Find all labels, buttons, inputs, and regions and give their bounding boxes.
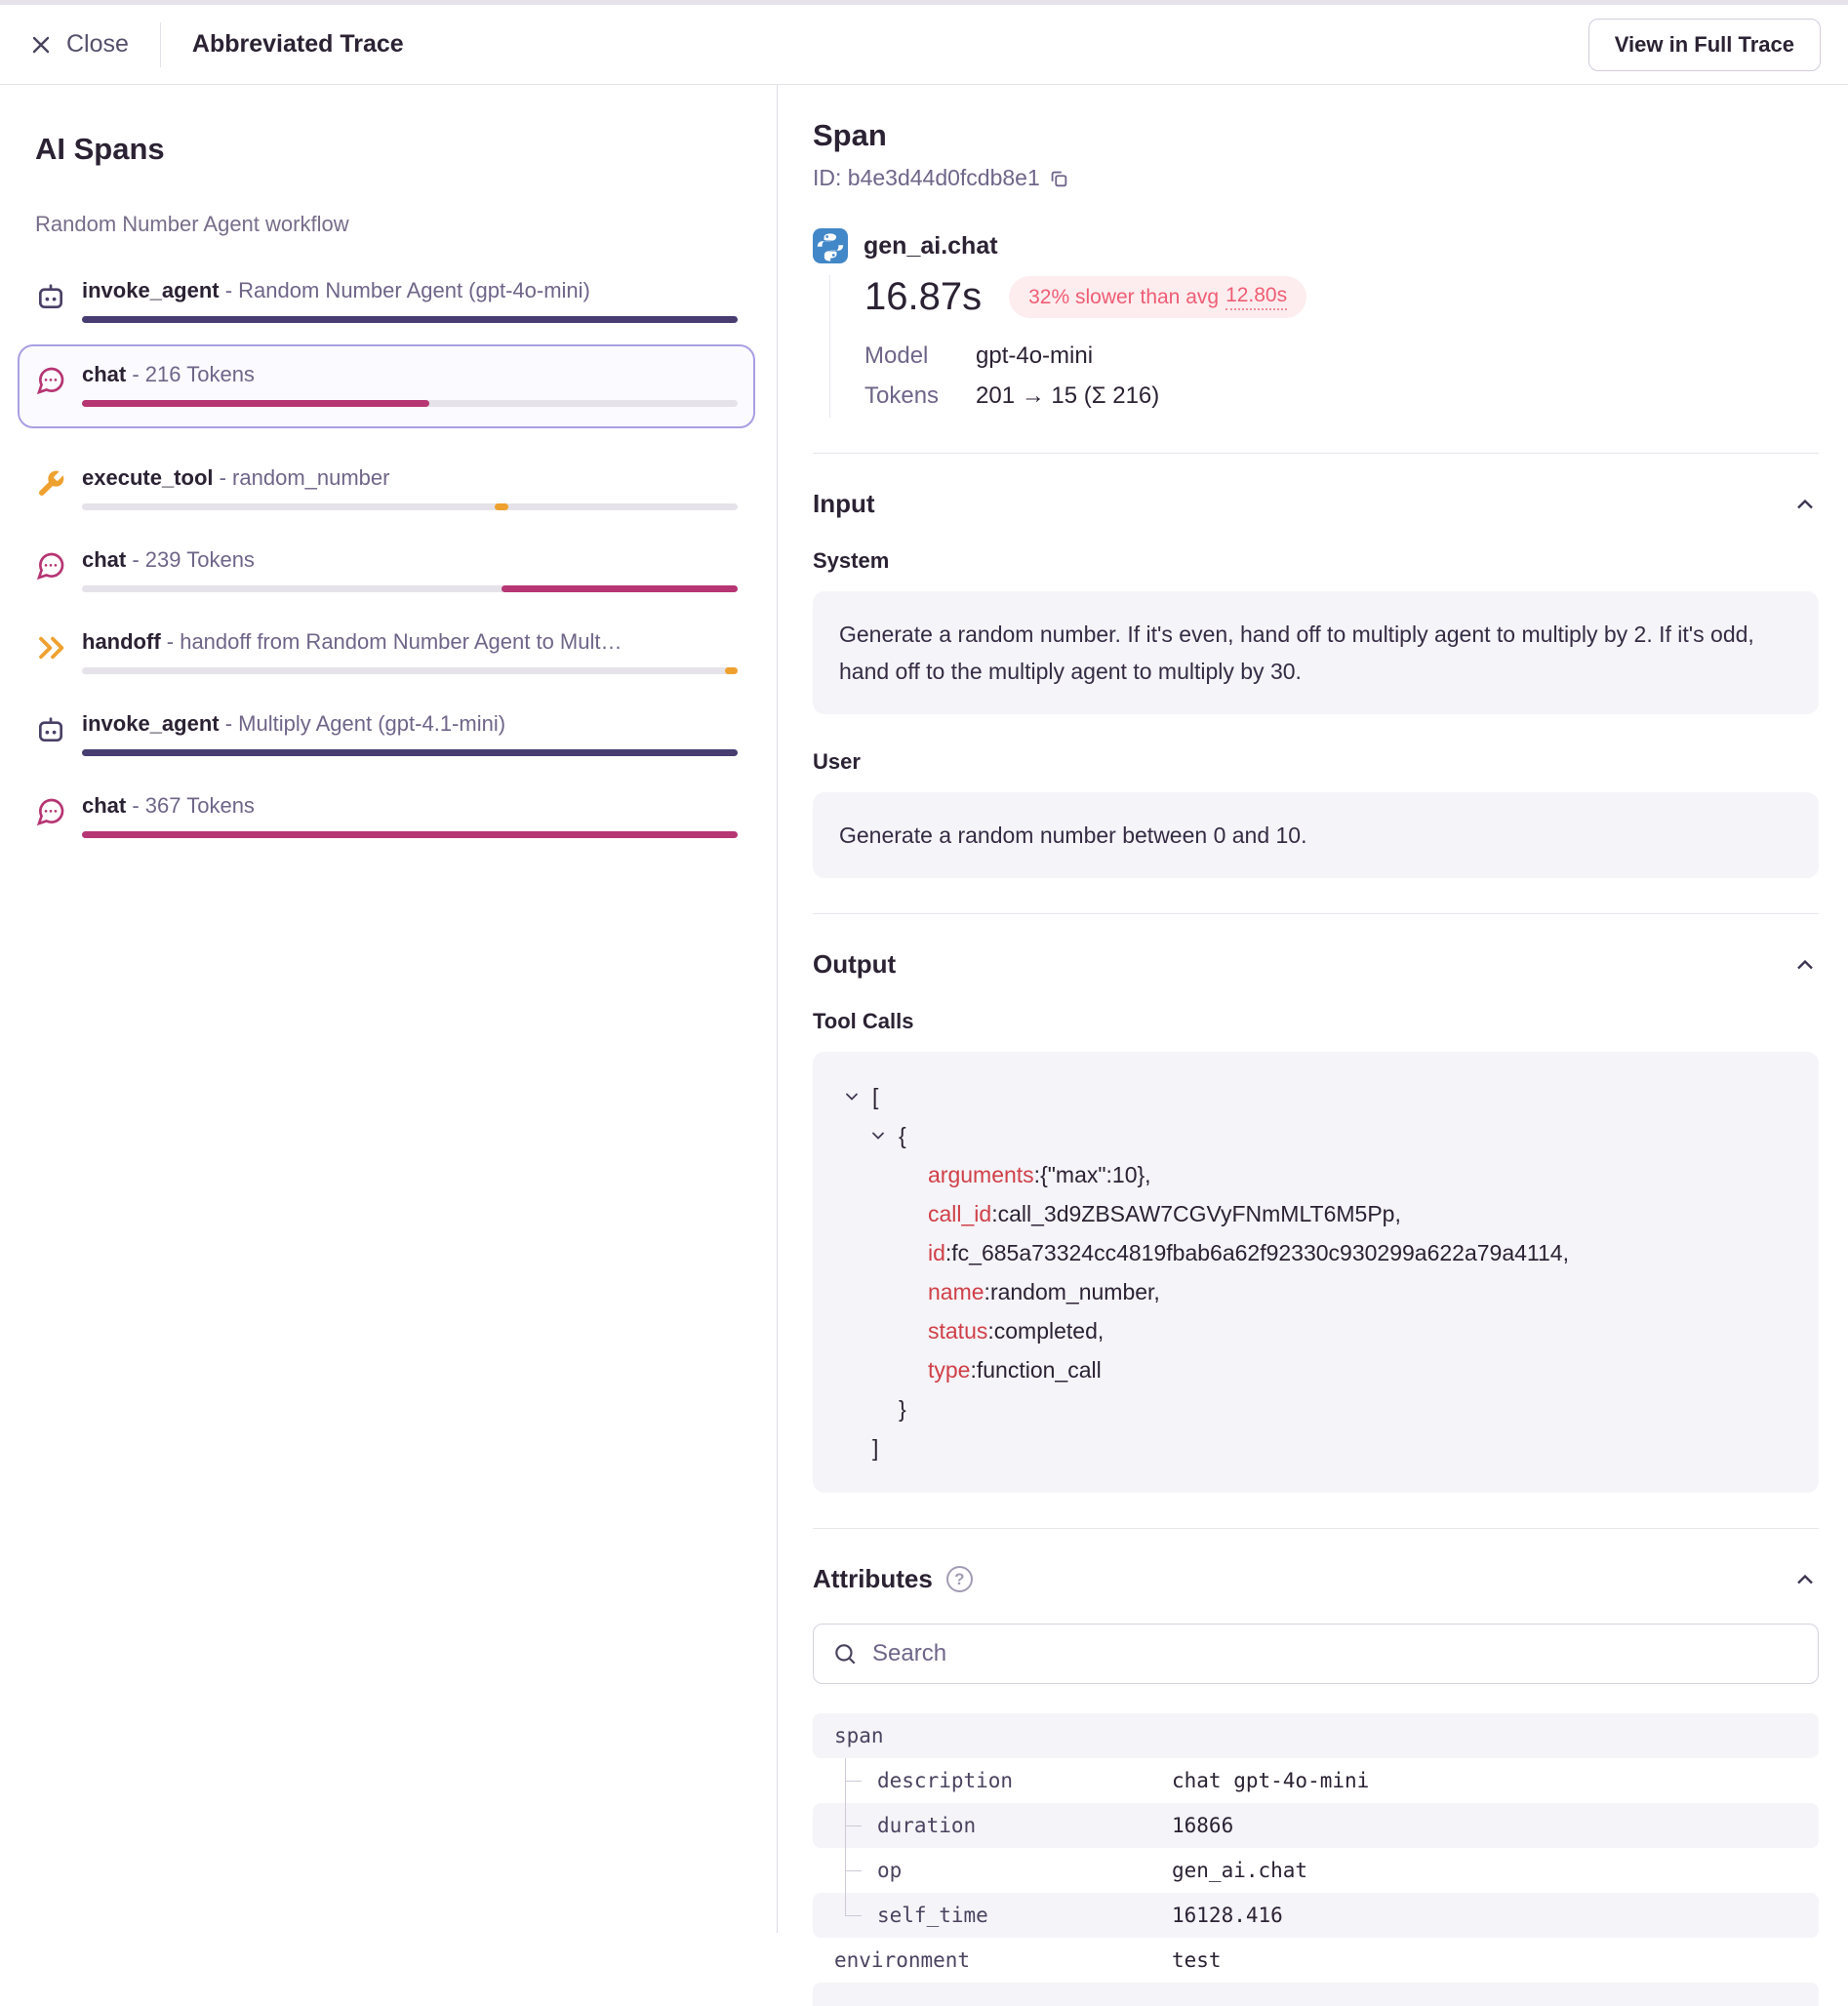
system-label: System bbox=[813, 548, 890, 573]
json-key: type bbox=[928, 1357, 971, 1383]
span-duration-bar bbox=[82, 585, 738, 592]
json-value: fc_685a73324cc4819fbab6a62f92330c930299a622a79a4114, bbox=[951, 1240, 1569, 1265]
model-value: gpt-4o-mini bbox=[976, 342, 1094, 369]
collapse-output-chevron-icon[interactable] bbox=[1791, 951, 1819, 979]
tool-calls-label: Tool Calls bbox=[813, 1009, 914, 1033]
json-bracket: } bbox=[899, 1396, 906, 1422]
search-icon bbox=[832, 1641, 858, 1666]
attributes-table bbox=[813, 1713, 1819, 2006]
python-icon bbox=[813, 228, 848, 263]
collapse-input-chevron-icon[interactable] bbox=[1791, 491, 1819, 518]
model-tokens-table bbox=[864, 342, 1819, 418]
json-line: name : random_number, bbox=[842, 1272, 1789, 1311]
span-duration-bar bbox=[82, 503, 738, 510]
span-row[interactable] bbox=[35, 278, 738, 323]
json-value: call_3d9ZBSAW7CGVyFNmMLT6M5Pp, bbox=[997, 1201, 1401, 1226]
json-key: status bbox=[928, 1318, 988, 1344]
attribute-row bbox=[813, 1758, 1819, 1803]
search-input[interactable] bbox=[813, 1624, 1819, 1684]
attribute-key: duration bbox=[877, 1814, 977, 1837]
json-bracket: { bbox=[899, 1123, 906, 1148]
robot-icon bbox=[35, 281, 66, 312]
span-duration-bar bbox=[82, 749, 738, 756]
tool-calls-json bbox=[813, 1052, 1819, 1493]
span-row[interactable] bbox=[35, 711, 738, 756]
json-line: status : completed, bbox=[842, 1311, 1789, 1350]
span-id-text: ID: b4e3d44d0fcdb8e1 bbox=[813, 165, 1040, 190]
json-value: completed, bbox=[993, 1318, 1105, 1344]
attribute-value: gen_ai.chat bbox=[1172, 1859, 1308, 1882]
user-message-box: Generate a random number between 0 and 10. bbox=[813, 792, 1819, 878]
json-bracket: ] bbox=[872, 1435, 879, 1461]
bar-segment bbox=[82, 749, 738, 756]
section-divider bbox=[813, 1528, 1819, 1529]
copy-icon[interactable] bbox=[1048, 168, 1069, 189]
span-row[interactable] bbox=[35, 629, 738, 674]
section-divider bbox=[813, 453, 1819, 454]
expand-chevron-icon[interactable] bbox=[868, 1126, 888, 1145]
json-key: arguments bbox=[928, 1162, 1034, 1187]
bar-segment bbox=[502, 585, 738, 592]
spans-list bbox=[35, 278, 738, 838]
workflow-label: Random Number Agent workflow bbox=[35, 212, 349, 236]
help-icon[interactable]: ? bbox=[946, 1566, 973, 1592]
tree-connector bbox=[834, 1803, 877, 1848]
json-value: {"max":10}, bbox=[1040, 1162, 1151, 1187]
span-row[interactable] bbox=[35, 547, 738, 592]
span-duration: 16.87s bbox=[864, 275, 983, 318]
span-row-title: chat - 367 Tokens bbox=[82, 793, 255, 818]
span-duration-bar bbox=[82, 316, 738, 323]
attribute-key: environment bbox=[834, 1948, 971, 1972]
close-icon bbox=[29, 33, 53, 57]
tree-connector bbox=[834, 1758, 877, 1803]
ai-spans-panel bbox=[0, 85, 778, 1933]
tree-connector bbox=[834, 1848, 877, 1893]
attributes-search bbox=[813, 1624, 1819, 1684]
handoff-icon bbox=[35, 632, 66, 663]
wrench-icon bbox=[35, 468, 66, 500]
ai-spans-heading: AI Spans bbox=[35, 132, 165, 166]
span-duration-bar bbox=[82, 667, 738, 674]
badge-text: 32% slower than avg bbox=[1028, 285, 1220, 308]
attribute-value: 16866 bbox=[1172, 1814, 1234, 1837]
attribute-value: chat gpt-4o-mini bbox=[1172, 1769, 1370, 1792]
span-row-title: invoke_agent - Multiply Agent (gpt-4.1-mini) bbox=[82, 711, 506, 736]
span-row[interactable] bbox=[35, 465, 738, 510]
json-line: call_id : call_3d9ZBSAW7CGVyFNmMLT6M5Pp, bbox=[842, 1194, 1789, 1233]
span-summary bbox=[813, 228, 1819, 418]
chat-icon bbox=[35, 550, 66, 582]
json-line bbox=[842, 1116, 1789, 1155]
span-row-title: handoff - handoff from Random Number Agent to Mult… bbox=[82, 629, 623, 654]
bar-segment bbox=[82, 400, 429, 407]
json-line: arguments : {"max":10}, bbox=[842, 1155, 1789, 1194]
attribute-row bbox=[813, 1803, 1819, 1848]
span-detail-panel bbox=[778, 85, 1848, 1972]
tokens-label: Tokens bbox=[864, 382, 940, 409]
attribute-row[interactable] bbox=[813, 1713, 1819, 1758]
attribute-row bbox=[813, 1893, 1819, 1938]
chat-icon bbox=[35, 796, 66, 827]
robot-icon bbox=[35, 714, 66, 745]
json-line: type : function_call bbox=[842, 1350, 1789, 1389]
json-key: name bbox=[928, 1279, 984, 1304]
attribute-key: op bbox=[877, 1859, 903, 1882]
attribute-row-partial bbox=[813, 1983, 1819, 2006]
json-value: function_call bbox=[976, 1357, 1102, 1383]
json-key: id bbox=[928, 1240, 945, 1265]
span-row-title: chat - 216 Tokens bbox=[82, 362, 255, 386]
bar-segment bbox=[82, 316, 738, 323]
span-row[interactable] bbox=[18, 344, 755, 428]
expand-chevron-icon[interactable] bbox=[842, 1087, 862, 1106]
span-row-title: chat - 239 Tokens bbox=[82, 547, 255, 572]
json-value: random_number, bbox=[989, 1279, 1160, 1304]
json-bracket: [ bbox=[872, 1084, 879, 1109]
span-row-title: invoke_agent - Random Number Agent (gpt-4o-mini) bbox=[82, 278, 590, 302]
span-duration-bar bbox=[82, 831, 738, 838]
user-label: User bbox=[813, 749, 861, 774]
span-op-name: gen_ai.chat bbox=[864, 231, 998, 260]
tokens-value: 201 → 15 (Σ 216) bbox=[976, 382, 1160, 409]
system-message-box: Generate a random number. If it's even, hand off to multiply agent to multiply by 2. If it's odd, hand off to the multiply agent to multiply by 30. bbox=[813, 591, 1819, 714]
collapse-attributes-chevron-icon[interactable] bbox=[1791, 1566, 1819, 1593]
page-title: Abbreviated Trace bbox=[191, 30, 404, 58]
attributes-section-heading: Attributes bbox=[813, 1564, 933, 1593]
input-section-heading: Input bbox=[813, 489, 875, 518]
attribute-value: 16128.416 bbox=[1172, 1904, 1283, 1927]
json-key: call_id bbox=[928, 1201, 992, 1226]
close-label: Close bbox=[66, 30, 129, 58]
attribute-key: description bbox=[877, 1769, 1014, 1792]
json-line: id : fc_685a73324cc4819fbab6a62f92330c930299a622a79a4114, bbox=[842, 1233, 1789, 1272]
output-section-heading: Output bbox=[813, 949, 897, 979]
top-bar bbox=[0, 5, 1848, 85]
json-line bbox=[842, 1428, 1789, 1467]
bar-segment bbox=[82, 831, 738, 838]
span-heading: Span bbox=[813, 118, 887, 152]
span-duration-bar bbox=[82, 400, 738, 407]
json-line bbox=[842, 1077, 1789, 1116]
bar-segment bbox=[495, 503, 507, 510]
attribute-key: self_time bbox=[877, 1904, 988, 1927]
bar-segment bbox=[725, 667, 738, 674]
chat-icon bbox=[35, 365, 66, 396]
attribute-key: span bbox=[834, 1724, 884, 1747]
span-id bbox=[813, 165, 1819, 191]
span-row[interactable] bbox=[35, 793, 738, 838]
attribute-row bbox=[813, 1848, 1819, 1893]
attribute-row bbox=[813, 1938, 1819, 1983]
slower-than-avg-badge bbox=[1009, 276, 1306, 318]
close-button[interactable] bbox=[29, 30, 129, 59]
view-in-full-trace-button[interactable]: View in Full Trace bbox=[1588, 19, 1821, 71]
section-divider bbox=[813, 913, 1819, 914]
badge-avg-value[interactable]: 12.80s bbox=[1225, 284, 1287, 310]
tree-connector bbox=[834, 1893, 877, 1938]
topbar-divider bbox=[160, 22, 161, 67]
model-label: Model bbox=[864, 342, 929, 369]
span-row-title: execute_tool - random_number bbox=[82, 465, 390, 490]
attribute-value: test bbox=[1172, 1948, 1222, 1972]
json-line bbox=[842, 1389, 1789, 1428]
